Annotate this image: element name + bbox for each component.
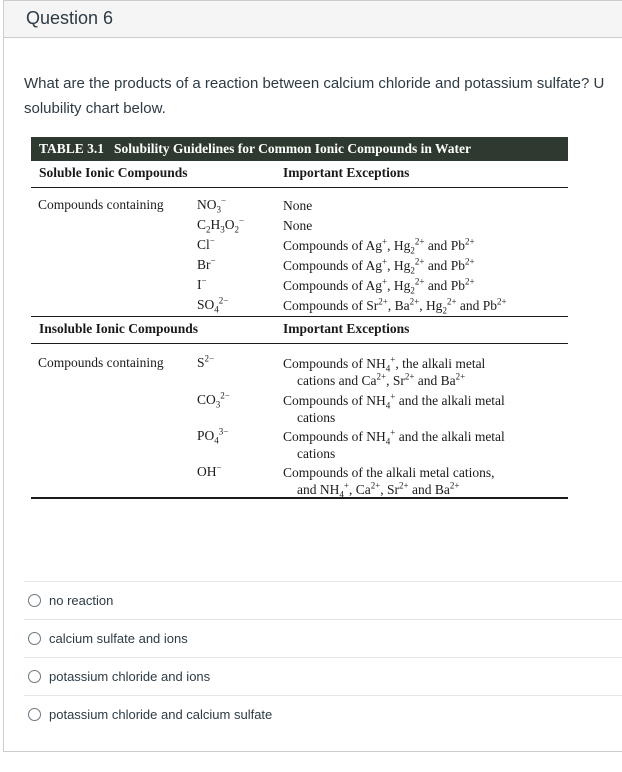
exception: Compounds of $Sr^{2+}$, $Ba^{2+}$, $Hg_2^{2+}$ and $Pb^{2+}$ [283,296,507,316]
table-title: Solubility Guidelines for Common Ionic Compounds in Water [114,141,471,156]
ion-formula: $C_2H_3O_2^-$ [197,215,245,235]
exceptions-header: Important Exceptions [283,321,410,336]
ion-formula: $S^{2-}$ [197,353,215,370]
row-label: Compounds containing [38,355,164,370]
radio-button[interactable] [28,708,41,721]
ion-formula: I− [197,275,207,292]
option-divider [24,619,622,620]
row-label: Compounds containing [38,197,164,212]
radio-button[interactable] [28,670,41,683]
ion-formula: $SO_4^{2-}$ [197,295,229,315]
question-text [24,71,622,121]
ion-formula: $PO_4^{3-}$ [197,426,229,446]
exception: Compounds of the alkali metal cations, and $NH_4^+$, $Ca^{2+}$, $Sr^{2+}$ and $Ba^{2+}$ [283,465,495,500]
soluble-rows [31,188,568,316]
insoluble-rows [31,344,568,500]
question-text-line1: What are the products of a reaction between calcium chloride and potassium sulfate? U [24,75,605,92]
exception: Compounds of Ag+, $Hg_2^{2+}$ and $Pb^{2+}$ [283,236,475,256]
question-title: Question 6 [26,8,114,28]
option-divider [24,581,622,582]
ion-formula: Br− [197,255,216,272]
exceptions-header: Important Exceptions [283,165,410,180]
table-number: TABLE 3.1 [39,141,105,156]
ion-formula: OH− [197,462,222,479]
exception: Compounds of Ag+, $Hg_2^{2+}$ and $Pb^{2+}$ [283,276,475,296]
exception: Compounds of $NH_4^+$, the alkali metal cations and $Ca^{2+}$, $Sr^{2+}$ and $Ba^{2+}$ [283,354,486,388]
answer-option[interactable] [28,666,210,686]
option-label: potassium chloride and calcium sulfate [49,706,273,722]
exception: Compounds of $NH_4^+$ and the alkali metal cations [283,391,505,425]
option-label: calcium sulfate and ions [49,630,188,646]
solubility-table [31,137,568,499]
table-title-bar [31,137,568,161]
soluble-header: Soluble Ionic Compounds [39,165,188,180]
exception: None [283,198,313,213]
ion-formula: $NO_3^-$ [197,195,227,215]
option-divider [24,657,622,658]
option-label: no reaction [49,592,114,608]
soluble-section-header [31,161,568,187]
exception: Compounds of Ag+, $Hg_2^{2+}$ and $Pb^{2+}$ [283,256,475,276]
option-divider [24,695,622,696]
answer-option[interactable] [28,590,113,610]
insoluble-header: Insoluble Ionic Compounds [39,321,199,336]
option-label: potassium chloride and ions [49,668,211,684]
question-header [3,0,622,38]
ion-formula: $CO_3^{2-}$ [197,390,230,410]
exception: Compounds of $NH_4^+$ and the alkali metal cations [283,427,505,461]
radio-button[interactable] [28,632,41,645]
answer-option[interactable] [28,704,272,724]
answer-option[interactable] [28,628,188,648]
ion-formula: Cl− [197,235,215,252]
insoluble-section-header [31,317,568,343]
question-text-line2: solubility chart below. [24,100,166,117]
exception: None [283,218,313,233]
radio-button[interactable] [28,594,41,607]
